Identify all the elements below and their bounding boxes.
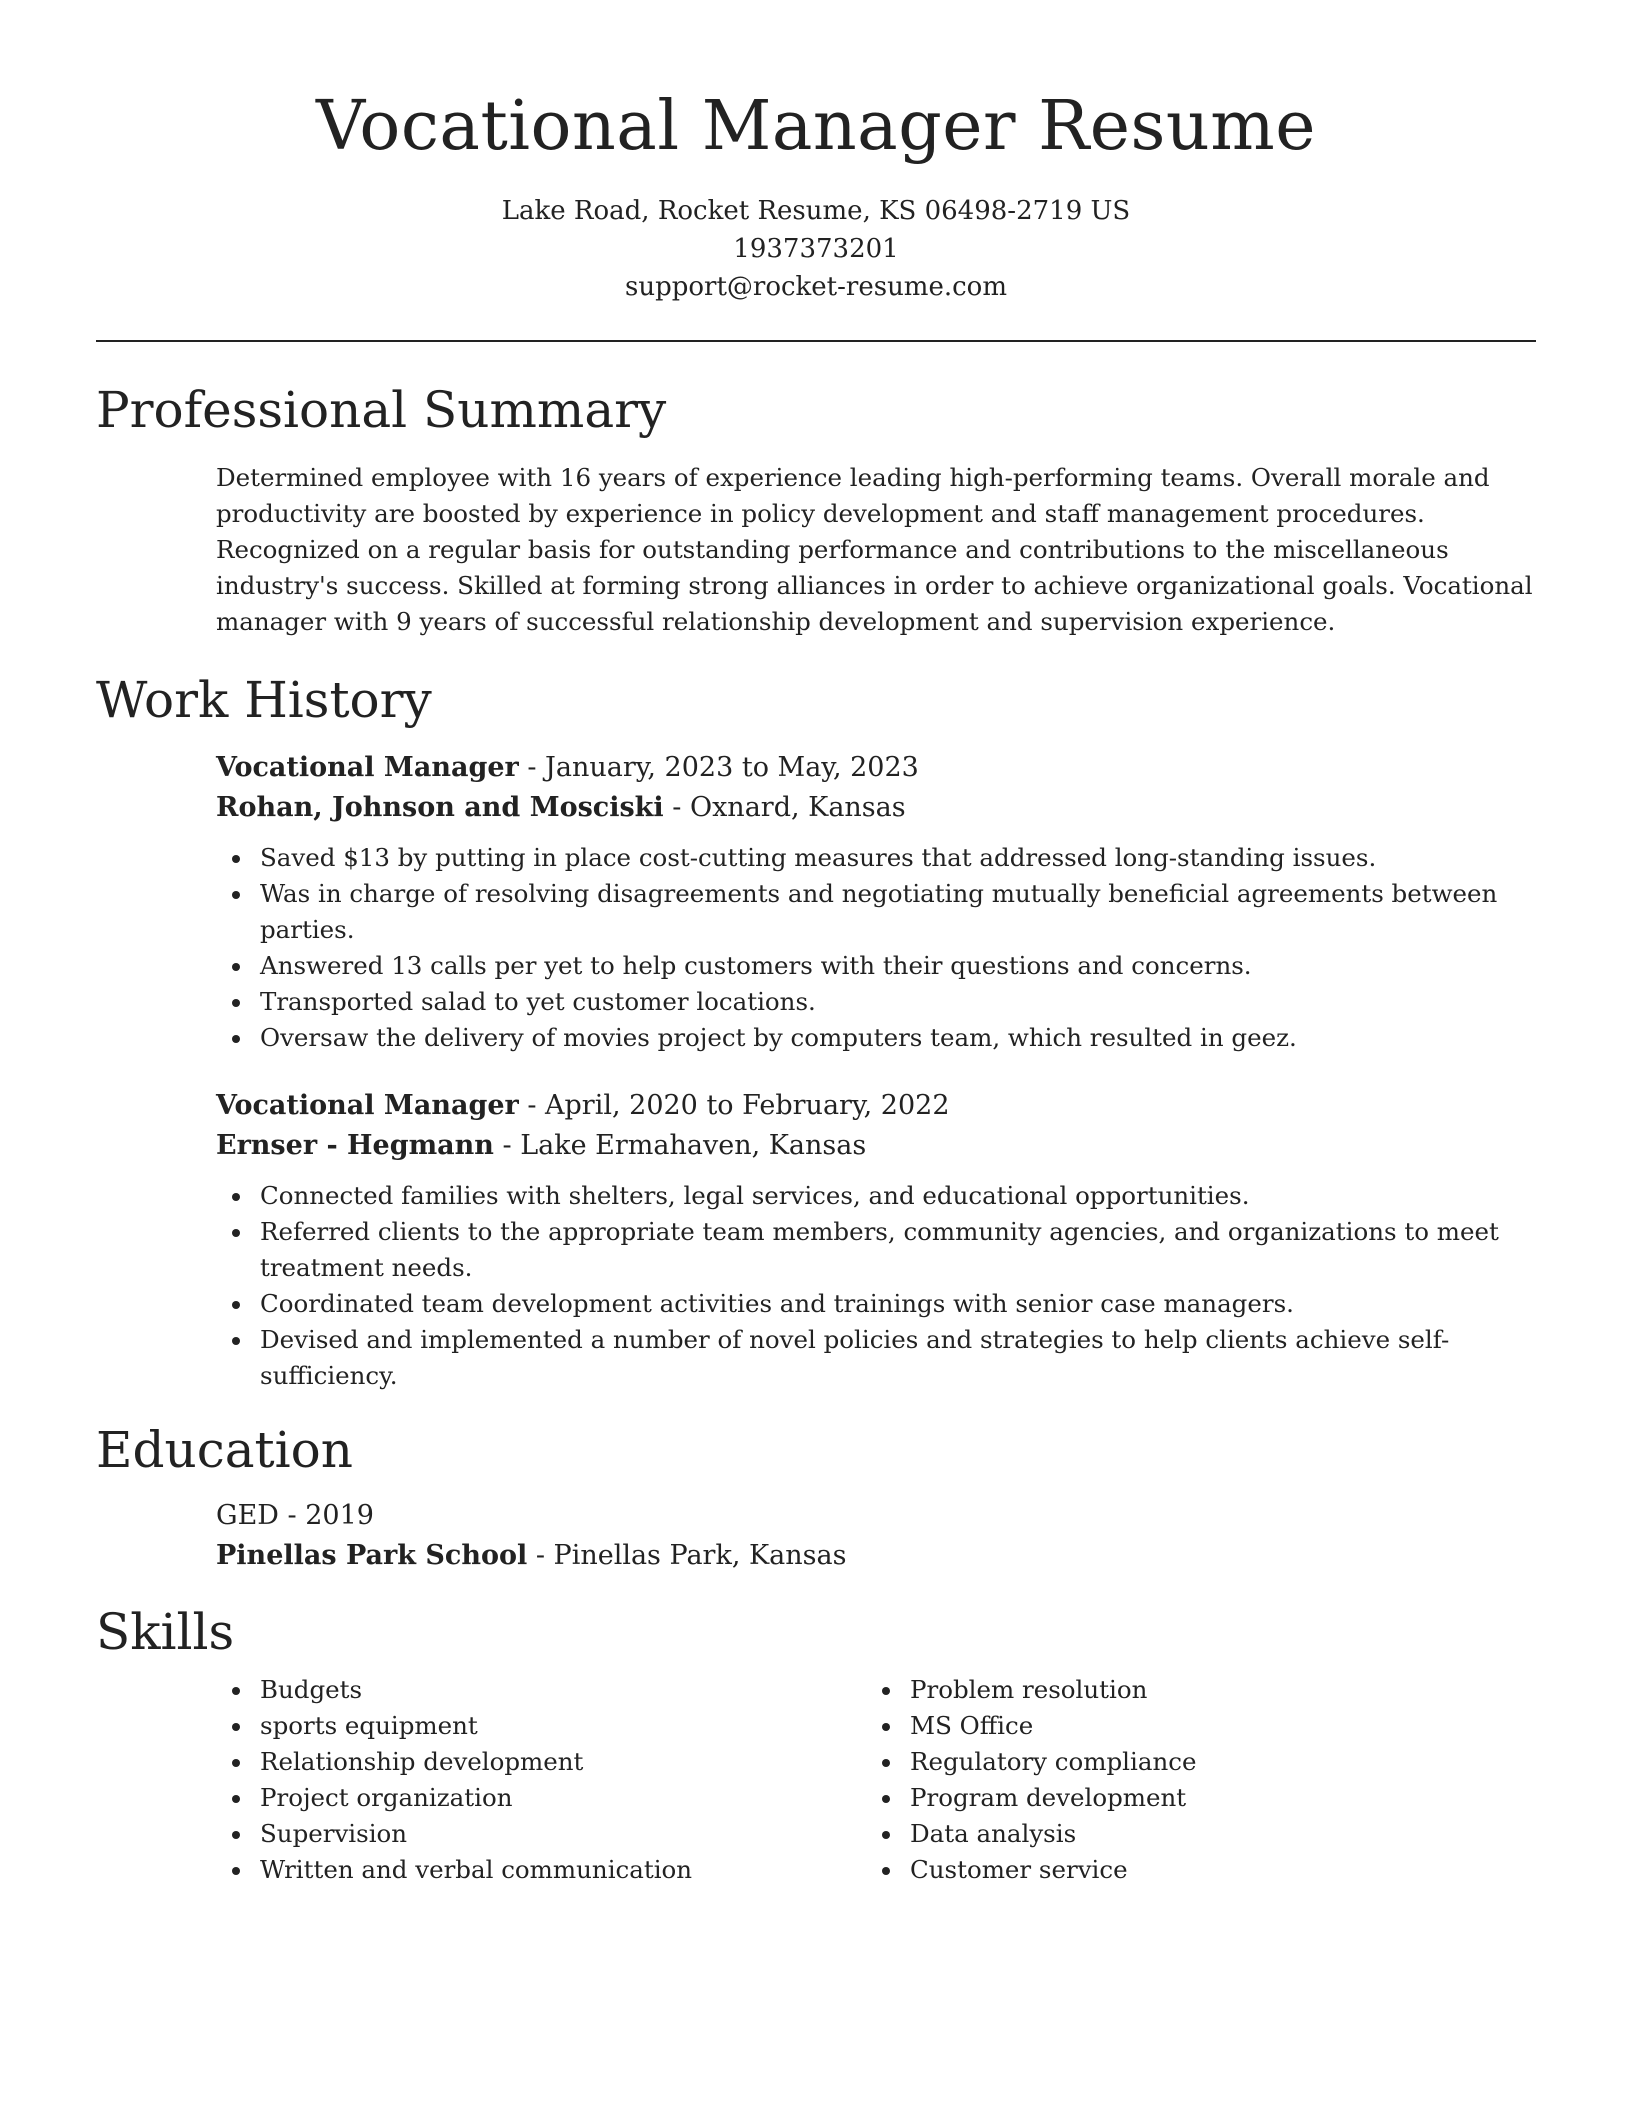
list-item: Relationship development <box>216 1744 866 1780</box>
job-company-line <box>216 788 1536 828</box>
job-title-line <box>216 1086 1536 1126</box>
list-item: Regulatory compliance <box>866 1744 1516 1780</box>
work-history-section <box>96 668 1536 1394</box>
job-company: Ernser - Hegmann <box>216 1130 494 1161</box>
list-item: Coordinated team development activities and trainings with senior case managers. <box>216 1286 1536 1322</box>
education-entry <box>96 1496 1536 1576</box>
list-item: Answered 13 calls per yet to help customers with their questions and concerns. <box>216 948 1536 984</box>
job-location: - Oxnard, Kansas <box>663 792 906 823</box>
job-title-line <box>216 748 1536 788</box>
list-item: Problem resolution <box>866 1672 1516 1708</box>
list-item: Saved $13 by putting in place cost-cutting measures that addressed long-standing issues. <box>216 840 1536 876</box>
job-entry <box>96 1086 1536 1394</box>
header-divider <box>96 340 1536 342</box>
degree-line: GED - 2019 <box>216 1500 374 1531</box>
resume-page <box>96 0 1536 1888</box>
list-item: Written and verbal communication <box>216 1852 866 1888</box>
skills-heading: Skills <box>96 1603 235 1661</box>
summary-heading: Professional Summary <box>96 381 667 439</box>
resume-header <box>96 0 1536 306</box>
list-item: Supervision <box>216 1816 866 1852</box>
skills-left-column <box>216 1672 866 1888</box>
address-text: Lake Road, Rocket Resume, KS 06498-2719 US <box>501 196 1131 226</box>
list-item: MS Office <box>866 1708 1516 1744</box>
list-item: Oversaw the delivery of movies project by computers team, which resulted in geez. <box>216 1020 1536 1056</box>
school-line <box>216 1536 1536 1576</box>
skills-right-column <box>866 1672 1516 1888</box>
job-company-line <box>216 1126 1536 1166</box>
list-item: Transported salad to yet customer locations. <box>216 984 1536 1020</box>
skills-section <box>96 1600 1536 1888</box>
school-location: - Pinellas Park, Kansas <box>527 1540 847 1571</box>
resume-title: Vocational Manager Resume <box>316 87 1316 166</box>
job-company: Rohan, Johnson and Mosciski <box>216 792 664 823</box>
list-item: Devised and implemented a number of novel policies and strategies to help clients achieve self-sufficiency. <box>216 1322 1536 1394</box>
job-dates: - April, 2020 to February, 2022 <box>518 1090 950 1121</box>
job-entry <box>96 748 1536 1056</box>
job-dates: - January, 2023 to May, 2023 <box>518 752 919 783</box>
contact-block <box>96 192 1536 306</box>
list-item: Program development <box>866 1780 1516 1816</box>
summary-section <box>96 378 1536 640</box>
list-item: Project organization <box>216 1780 866 1816</box>
list-item: Budgets <box>216 1672 866 1708</box>
education-heading: Education <box>96 1421 353 1479</box>
job-bullets <box>216 1178 1536 1394</box>
work-history-heading: Work History <box>96 671 432 729</box>
job-location: - Lake Ermahaven, Kansas <box>493 1130 867 1161</box>
email-text: support@rocket-resume.com <box>624 272 1007 302</box>
summary-paragraph: Determined employee with 16 years of experience leading high-performing teams. Overall morale and productivity are boosted by experience in policy development and staff management procedures. Recognized on a regular basis for outstanding performance and contributions to the miscellaneous industry's success. Skilled at forming strong alliances in order to achieve organizational goals. Vocational manager with 9 years of successful relationship development and supervision experience. <box>216 463 1533 636</box>
job-role: Vocational Manager <box>216 1090 519 1121</box>
list-item: Data analysis <box>866 1816 1516 1852</box>
skills-grid <box>216 1672 1536 1888</box>
list-item: Referred clients to the appropriate team members, community agencies, and organizations to meet treatment needs. <box>216 1214 1536 1286</box>
school-name: Pinellas Park School <box>216 1540 528 1571</box>
list-item: Customer service <box>866 1852 1516 1888</box>
list-item: sports equipment <box>216 1708 866 1744</box>
list-item: Connected families with shelters, legal services, and educational opportunities. <box>216 1178 1536 1214</box>
job-bullets <box>216 840 1536 1056</box>
list-item: Was in charge of resolving disagreements and negotiating mutually beneficial agreements between parties. <box>216 876 1536 948</box>
education-section <box>96 1418 1536 1576</box>
phone-text: 1937373201 <box>733 234 899 264</box>
job-role: Vocational Manager <box>216 752 519 783</box>
